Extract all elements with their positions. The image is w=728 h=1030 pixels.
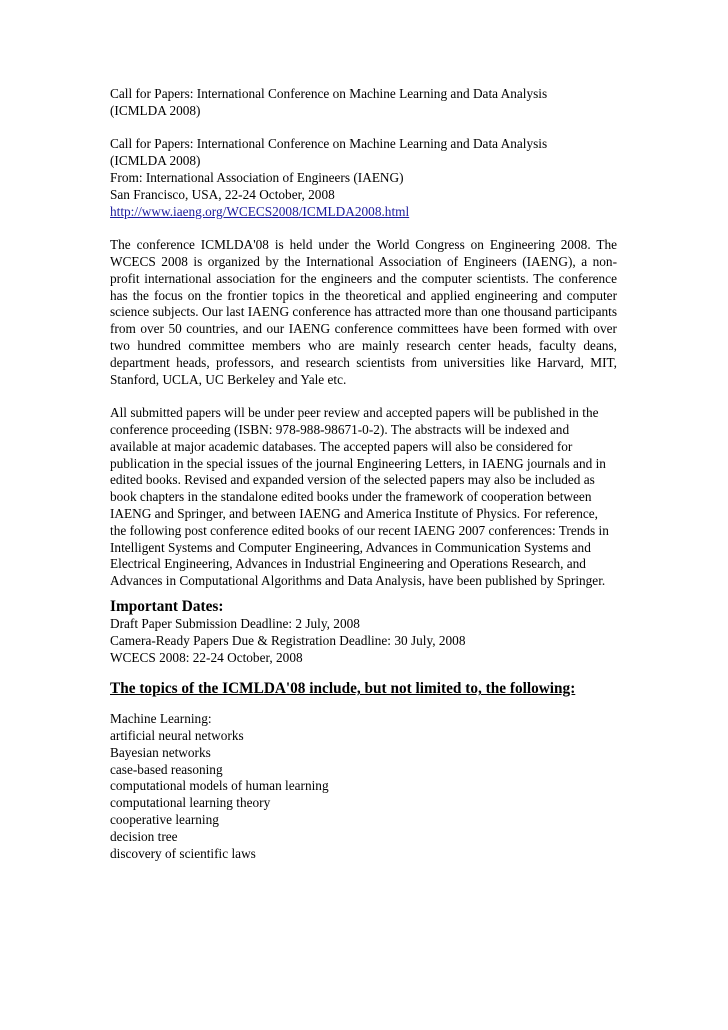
- topic-item: Bayesian networks: [110, 744, 211, 760]
- important-dates-heading: Important Dates:: [110, 597, 224, 615]
- topic-item: case-based reasoning: [110, 761, 223, 777]
- header-line-2: (ICMLDA 2008): [110, 153, 201, 169]
- intro-paragraph: The conference ICMLDA'08 is held under the World Congress on Engineering 2008. The WCECS 2008 is organized by the International Association of Engineers (IAENG), a non-profit international association for the engineers and the computer scientists. The conference has the focus on the frontier topics in the theoretical and applied engineering and computer science subjects. Our last IAENG conference has attracted more than one thousand participants from over 50 countries, and our IAENG conference committees have been formed with over two hundred committee members who are mainly research center heads, faculty deans, department heads, professors, and research scientists from universities like Harvard, MIT, Stanford, UCLA, UC Berkeley and Yale etc.: [110, 237, 617, 387]
- spacer: [110, 590, 617, 598]
- spacer: [110, 220, 617, 237]
- topic-item: cooperative learning: [110, 812, 219, 828]
- organizer-line: From: International Association of Engineers (IAENG): [110, 169, 404, 185]
- title-line-1: Call for Papers: International Conference on Machine Learning and Data Analysis: [110, 86, 548, 101]
- date-item: Camera-Ready Papers Due & Registration Deadline: 30 July, 2008: [110, 632, 466, 648]
- spacer: [110, 120, 617, 137]
- location-date-line: San Francisco, USA, 22-24 October, 2008: [110, 186, 335, 202]
- spacer: [110, 698, 617, 711]
- topics-heading: The topics of the ICMLDA'08 include, but not limited to, the following:: [110, 680, 576, 698]
- topic-category: Machine Learning:: [110, 711, 212, 727]
- topic-item: discovery of scientific laws: [110, 845, 256, 861]
- topic-item: decision tree: [110, 828, 178, 844]
- date-item: WCECS 2008: 22-24 October, 2008: [110, 649, 303, 665]
- topic-item: computational models of human learning: [110, 778, 329, 794]
- conference-url-link[interactable]: http://www.iaeng.org/WCECS2008/ICMLDA2008.html: [110, 203, 410, 219]
- spacer: [110, 666, 617, 679]
- review-paragraph: All submitted papers will be under peer review and accepted papers will be published in the conference proceeding (ISBN: 978-988-98671-0-2). The abstracts will be indexed and available at major academic databases. The accepted papers will also be considered for publication in the special issues of the journal Engineering Letters, in IAENG journals and in edited books. Revised and expanded version of the selected papers may also be included as book chapters in the standalone edited books under the framework of cooperation between IAENG and Springer, and between IAENG and America Institute of Physics. For reference, the following post conference edited books of our recent IAENG 2007 conferences: Trends in Intelligent Systems and Computer Engineering, Advances in Communication Systems and Electrical Engineering, Advances in Industrial Engineering and Operations Research, and Advances in Computational Algorithms and Data Analysis, have been published by Springer.: [110, 405, 609, 589]
- header-line-1: Call for Papers: International Conference on Machine Learning and Data Analysis: [110, 136, 548, 152]
- title-line-2: (ICMLDA 2008): [110, 102, 201, 118]
- date-item: Draft Paper Submission Deadline: 2 July, 2008: [110, 615, 360, 631]
- spacer: [110, 388, 617, 405]
- document-page: [110, 86, 617, 862]
- topic-item: artificial neural networks: [110, 728, 244, 744]
- topic-item: computational learning theory: [110, 795, 271, 811]
